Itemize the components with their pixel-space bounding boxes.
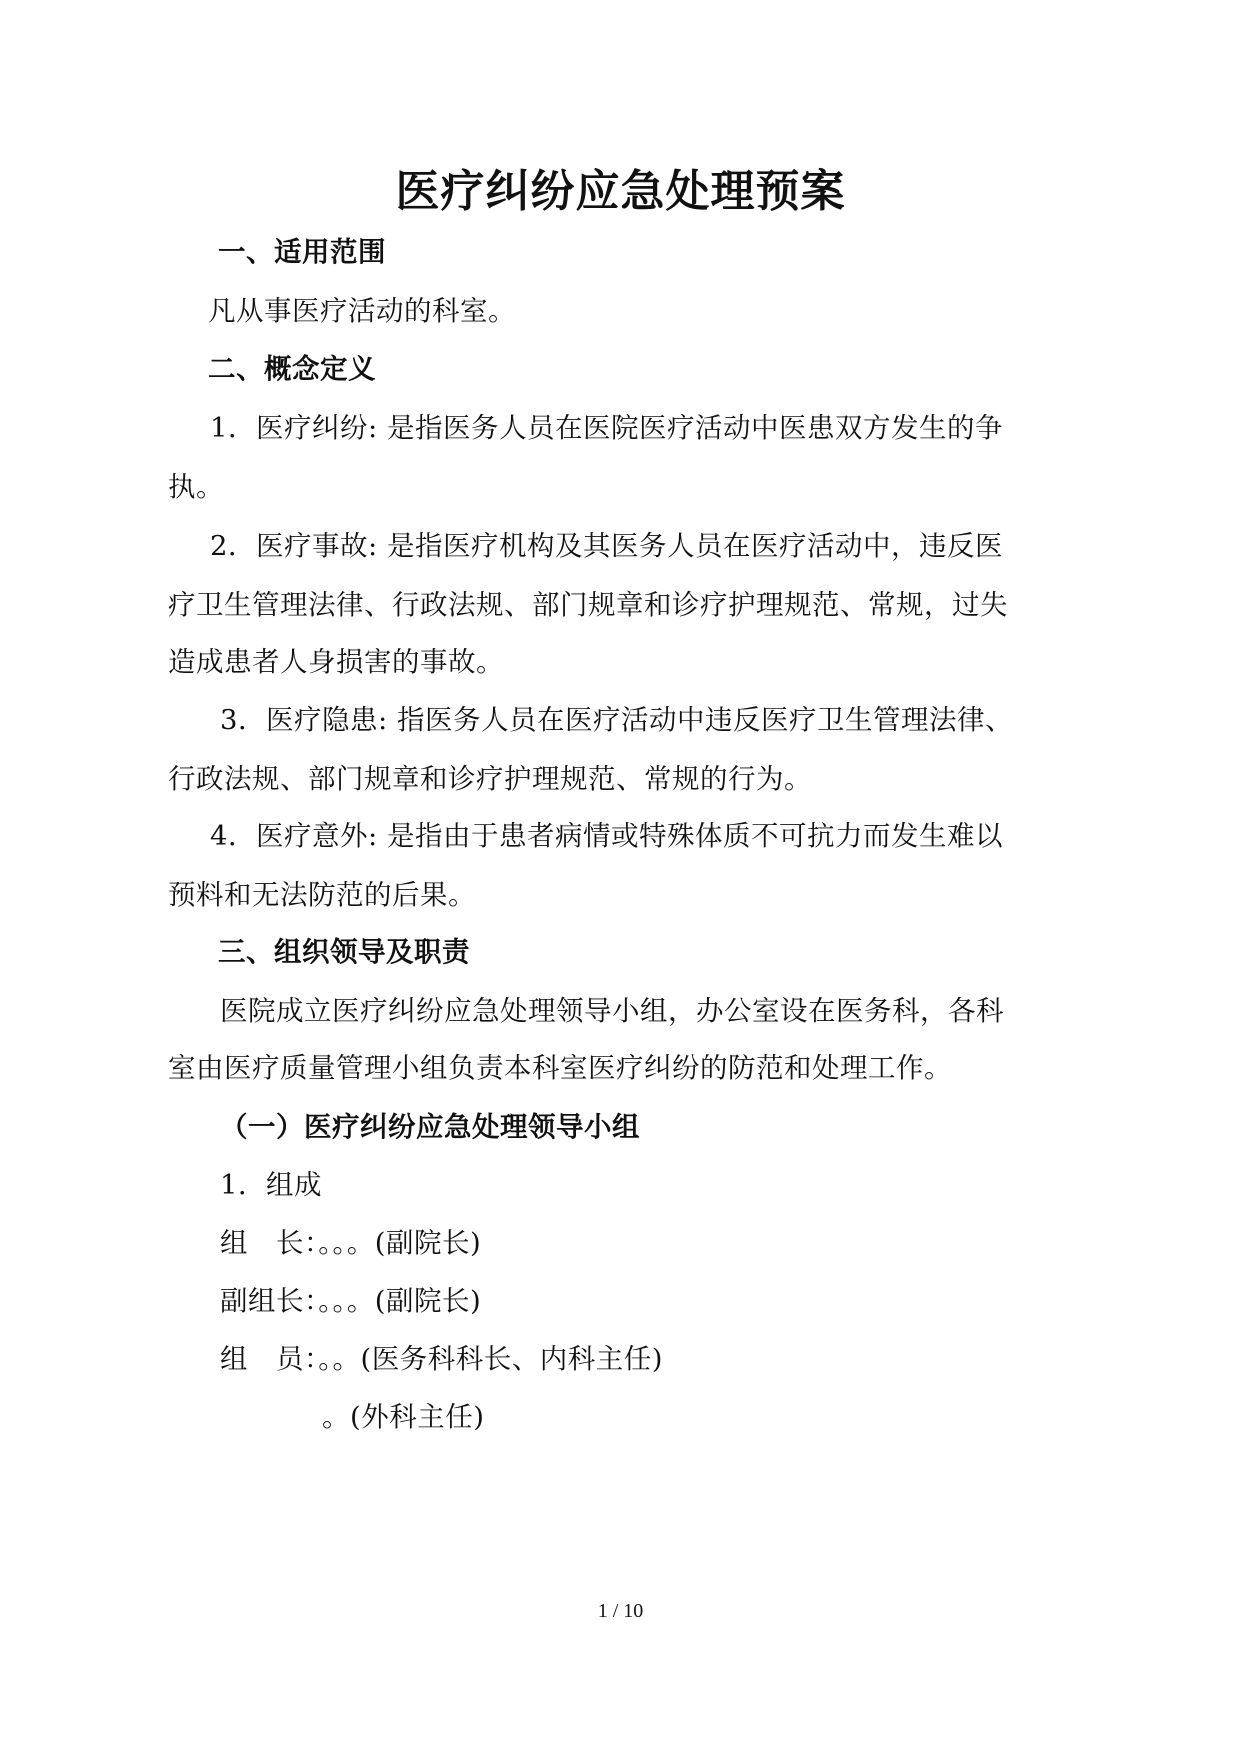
composition-label: 1．组成 — [220, 1169, 322, 1201]
scope-text: 凡从事医疗活动的科室。 — [208, 295, 516, 327]
group-members-continued: 。(外科主任) — [322, 1401, 485, 1433]
section-heading-scope: 一、适用范围 — [218, 236, 386, 268]
definition-3-line-1: 3．医疗隐患: 指医务人员在医疗活动中违反医疗卫生管理法律、 — [220, 704, 1014, 736]
section-heading-definitions: 二、概念定义 — [208, 353, 376, 385]
group-members: 组 员：。。(医务科科长、内科主任) — [220, 1343, 663, 1375]
page-number: 1 / 10 — [597, 1600, 644, 1622]
organization-para-line-2: 室由医疗质量管理小组负责本科室医疗纠纷的防范和处理工作。 — [168, 1052, 952, 1084]
definition-1-line-2: 执。 — [168, 471, 224, 503]
definition-3-line-2: 行政法规、部门规章和诊疗护理规范、常规的行为。 — [168, 763, 812, 795]
definition-2-line-1: 2．医疗事故: 是指医疗机构及其医务人员在医疗活动中，违反医 — [210, 530, 1004, 562]
definition-2-line-3: 造成患者人身损害的事故。 — [168, 646, 504, 678]
section-heading-organization: 三、组织领导及职责 — [218, 936, 470, 968]
group-deputy-leader: 副组长：。。。(副院长) — [220, 1285, 482, 1317]
group-leader: 组 长：。。。(副院长) — [220, 1227, 482, 1259]
organization-para-line-1: 医院成立医疗纠纷应急处理领导小组，办公室设在医务科，各科 — [220, 995, 1004, 1027]
definition-2-line-2: 疗卫生管理法律、行政法规、部门规章和诊疗护理规范、常规，过失 — [168, 589, 1008, 621]
definition-4-line-1: 4．医疗意外: 是指由于患者病情或特殊体质不可抗力而发生难以 — [210, 820, 1004, 852]
definition-1-line-1: 1．医疗纠纷: 是指医务人员在医院医疗活动中医患双方发生的争 — [210, 412, 1004, 444]
document-title: 医疗纠纷应急处理预案 — [395, 166, 846, 217]
definition-4-line-2: 预料和无法防范的后果。 — [168, 879, 476, 911]
subsection-heading-leading-group: （一）医疗纠纷应急处理领导小组 — [220, 1111, 640, 1143]
